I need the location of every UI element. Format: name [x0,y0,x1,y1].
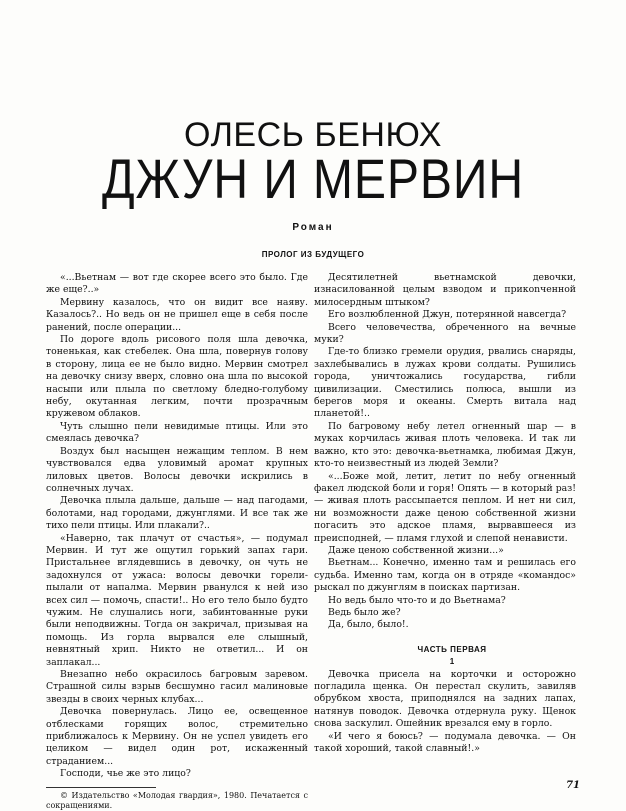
paragraph: Но ведь было что-то и до Вьетнама? [328,594,506,606]
genre-label: Роман [292,222,334,233]
paragraph: По дороге вдоль рисового поля шла девочка, тоненькая, как стебелек. Она шла, повернув голову в сторону, лица ее не было видно. Мервин смотрел на девочку снизу вверх, словно она шла по высокой насыпи или плыла по светлому бледно-голубому небу, окутанная легким, почти прозрачным кружевом облаков. [46,334,308,420]
paragraph: Мервину казалось, что он видит все наяву. Казалось?.. Но ведь он не пришел еще в себя после ранений, после операции... [46,296,308,333]
paragraph: «...Боже мой, летит, летит по небу огненный факел людской боли и горя! Опять — в который раз! — живая плоть рассыпается пеплом. И нет ни сил, ни возможности даже ценою собственной жизни погасить это адское пламя, вырвавшееся из преисподней, — пламя глухой и слепой ненависти. [314,470,576,544]
paragraph: «...Вьетнам — вот где скорее всего это было. Где же еще?..» [46,272,308,296]
paragraph: Чуть слышно пели невидимые птицы. Или это смеялась девочка? [46,420,308,445]
book-title: ДЖУН И МЕРВИН [102,147,524,210]
prologue-heading: ПРОЛОГ ИЗ БУДУЩЕГО [261,250,365,259]
paragraph: По багровому небу летел огненный шар — в муках корчилась живая плоть человека. И так ли важно, кто это: девочка-вьетнамка, любимая Джун, кто-то неизвестный из людей Земли? [314,420,576,470]
right-column [314,272,576,755]
author-name: ОЛЕСЬ БЕНЮХ [184,116,442,154]
paragraph: Где-то близко гремели орудия, рвались снаряды, захлебывались в лужах крови солдаты. Рушились города, уничтожались государства, гибли цивилизации. Сместились полюса, вышли из берегов моря и океаны. Смерть витала над планетой!.. [314,346,576,420]
paragraph: Внезапно небо окрасилось багровым заревом. Страшной силы взрыв бесшумно гасил малиновые звезды в своих черных клубах... [46,669,308,705]
paragraph: Даже ценою собственной жизни...» [328,544,504,556]
paragraph: Вьетнам... Конечно, именно там и решилась его судьба. Именно там, когда он в отряде «командос» рыскал по джунглям в поисках партизан. [314,557,576,594]
spacer [314,632,576,644]
paragraph: Ведь было же? [328,606,401,618]
part-title: ЧАСТЬ ПЕРВАЯ [417,644,487,654]
paragraph: Его возлюбленной Джун, потерянной навсегда? [328,309,567,321]
paragraph: Господи, чье же это лицо? [60,768,191,780]
paragraph: Девочка плыла дальше, дальше — над пагодами, болотами, над городами, джунглями. И все так же тихо пели птицы. Или плакали?.. [46,495,308,532]
paragraph: Всего человечества, обреченного на вечные муки? [314,321,576,346]
left-column [46,272,308,811]
paragraph: Девочка присела на корточки и осторожно погладила щенка. Он перестал скулить, завиляв обрубком хвоста, приподнялся на задних лапах, натянув поводок. Девочка отдернула руку. Щенок снова заскулил. Ошейник врезался ему в горло. [314,668,576,730]
footnote-text: © Издательство «Молодая гвардия», 1980. Печатается с сокращениями. [46,790,308,810]
paragraph: Девочка повернулась. Лицо ее, освещенное отблесками горящих волос, стремительно приближалось к Мервину. Он не успел увидеть его целиком — видел один рот, искаженный страданием... [46,706,308,767]
paragraph: Десятилетней вьетнамской девочки, изнасилованной целым взводом и прикonченной милосердным штыком? [314,272,576,308]
paragraph: Да, было, было!. [328,619,409,631]
chapter-number: 1 [449,657,455,667]
paragraph: Воздух был насыщен нежащим теплом. В нем чувствовался едва уловимый аромат крупных лиловых цветов. Волосы девочки искрились в солнечных лучах. [46,445,308,494]
paragraph: «И чего я боюсь? — подумала девочка. — Он такой хороший, такой славный!.» [314,730,576,755]
page-number: 71 [566,780,580,791]
paragraph: «Наверно, так плачут от счастья», — подумал Мервин. И тут же ощутил горький запах гари. Пристальнее вглядевшись в девочку, он чуть не задохнулся от ужаса: волосы девочки горели-пылали от напалма. Мервин рванулся к ней изо всех сил — помочь, спасти!.. Но его тело было будто чужим. Не слушались ноги, забинтованные руки были неподвижны. Тогда он закричал, призывая на помощь. Из горла вырвался еле слышный, невнятный хрип. Никто не ответил... И он заплакал... [46,532,308,668]
